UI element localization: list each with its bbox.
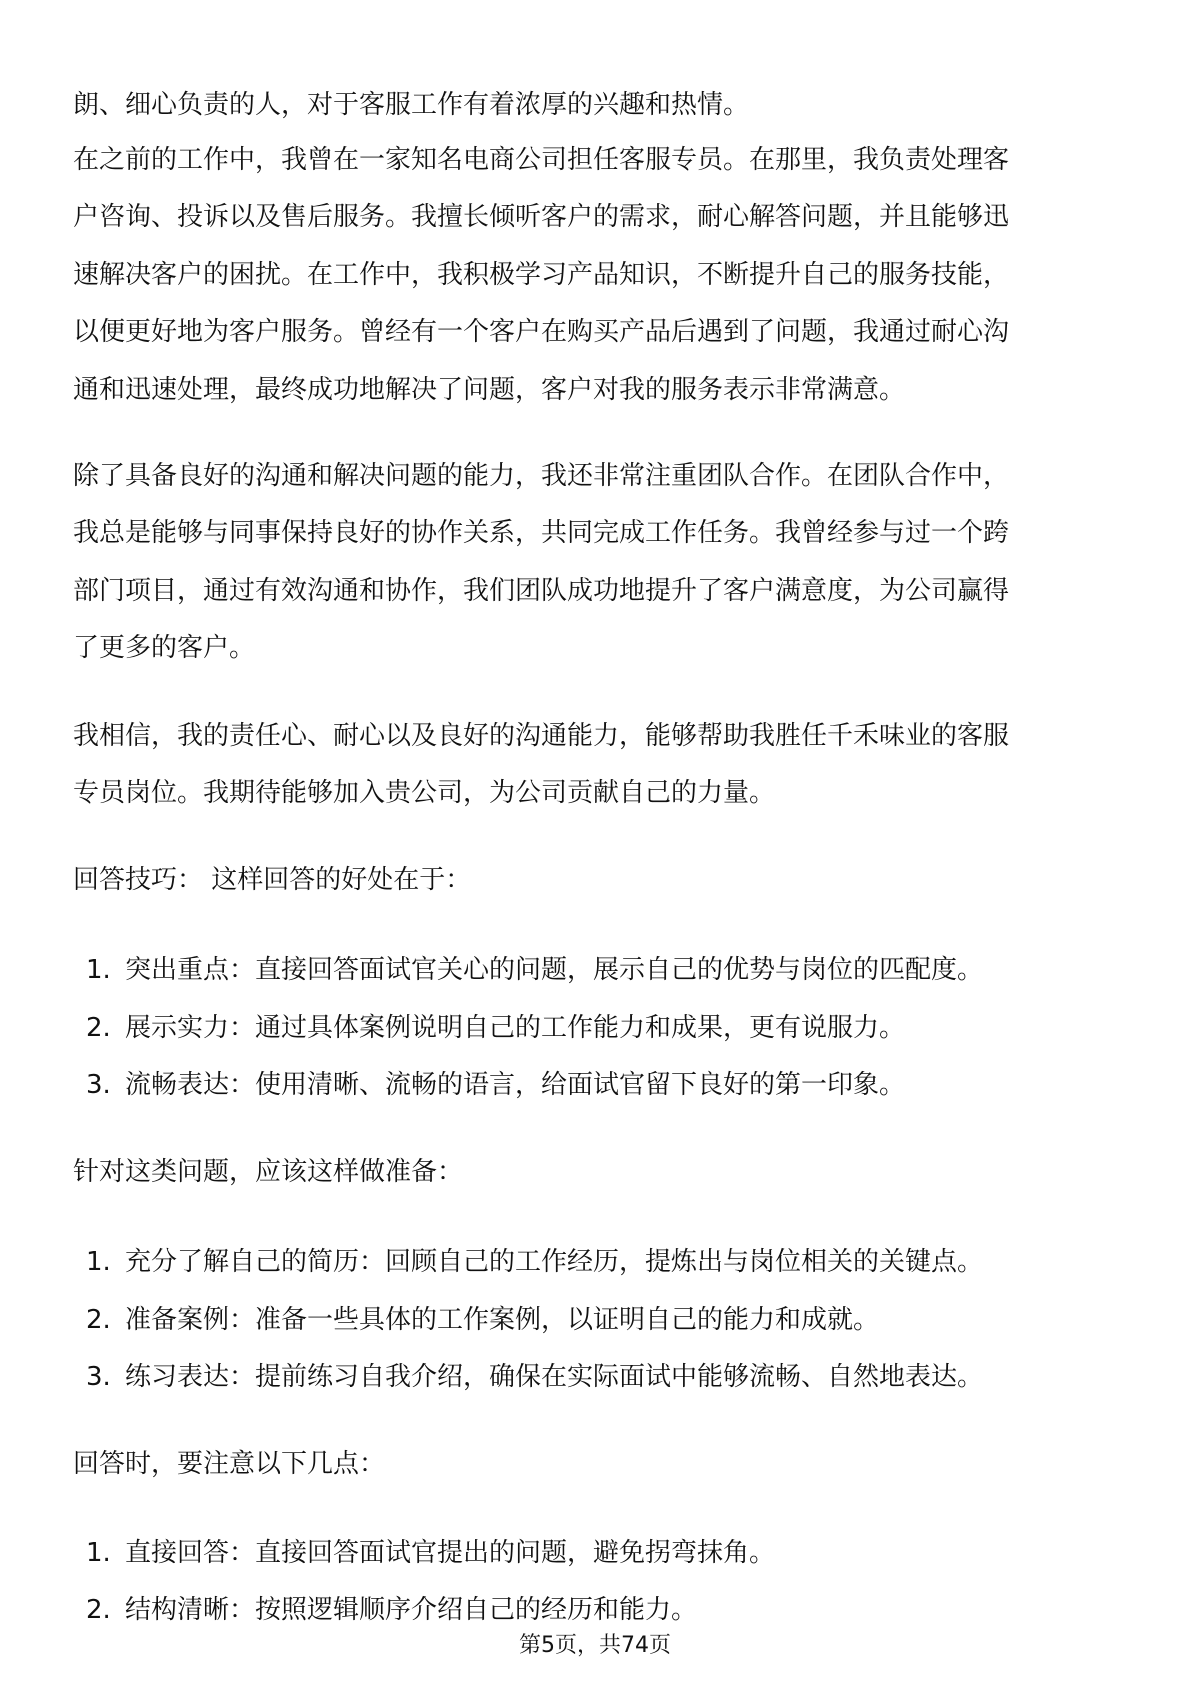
paragraph-line: 户咨询、投诉以及售后服务。我擅长倾听客户的需求，耐心解答问题，并且能够迅 xyxy=(73,202,1010,232)
paragraph-line: 朗、细心负责的人，对于客服工作有着浓厚的兴趣和热情。 xyxy=(73,90,750,120)
page-number: 第5页，共74页 xyxy=(519,1633,671,1658)
list-item: 准备案例：准备一些具体的工作案例，以证明自己的能力和成就。 xyxy=(125,1305,880,1335)
list-number: 2. xyxy=(86,1013,111,1043)
paragraph-line: 了更多的客户。 xyxy=(73,633,256,663)
paragraph-line: 在之前的工作中，我曾在一家知名电商公司担任客服专员。在那里，我负责处理客 xyxy=(73,145,1010,175)
list-item: 突出重点：直接回答面试官关心的问题，展示自己的优势与岗位的匹配度。 xyxy=(125,955,984,985)
list-item: 充分了解自己的简历：回顾自己的工作经历，提炼出与岗位相关的关键点。 xyxy=(125,1247,984,1277)
section-heading: 针对这类问题，应该这样做准备： xyxy=(73,1157,464,1187)
list-number: 1. xyxy=(86,955,111,985)
list-item: 展示实力：通过具体案例说明自己的工作能力和成果，更有说服力。 xyxy=(125,1013,906,1043)
list-number: 2. xyxy=(86,1595,111,1625)
list-number: 3. xyxy=(86,1362,111,1392)
paragraph-line: 以便更好地为客户服务。曾经有一个客户在购买产品后遇到了问题，我通过耐心沟 xyxy=(73,317,1010,347)
list-number: 3. xyxy=(86,1070,111,1100)
list-item: 结构清晰：按照逻辑顺序介绍自己的经历和能力。 xyxy=(125,1595,698,1625)
list-item: 流畅表达：使用清晰、流畅的语言，给面试官留下良好的第一印象。 xyxy=(125,1070,906,1100)
list-item: 练习表达：提前练习自我介绍，确保在实际面试中能够流畅、自然地表达。 xyxy=(125,1362,984,1392)
paragraph-line: 除了具备良好的沟通和解决问题的能力，我还非常注重团队合作。在团队合作中， xyxy=(73,461,1010,491)
section-heading: 回答技巧： 这样回答的好处在于： xyxy=(73,865,472,895)
paragraph-line: 我总是能够与同事保持良好的协作关系，共同完成工作任务。我曾经参与过一个跨 xyxy=(73,518,1010,548)
paragraph-line: 速解决客户的困扰。在工作中，我积极学习产品知识，不断提升自己的服务技能， xyxy=(73,260,1010,290)
paragraph-line: 我相信，我的责任心、耐心以及良好的沟通能力，能够帮助我胜任千禾味业的客服 xyxy=(73,721,1010,751)
paragraph-line: 专员岗位。我期待能够加入贵公司，为公司贡献自己的力量。 xyxy=(73,778,776,808)
list-number: 1. xyxy=(86,1247,111,1277)
paragraph-line: 通和迅速处理，最终成功地解决了问题，客户对我的服务表示非常满意。 xyxy=(73,375,906,405)
list-number: 2. xyxy=(86,1305,111,1335)
section-heading: 回答时，要注意以下几点： xyxy=(73,1449,386,1479)
list-item: 直接回答：直接回答面试官提出的问题，避免拐弯抹角。 xyxy=(125,1538,776,1568)
list-number: 1. xyxy=(86,1538,111,1568)
paragraph-line: 部门项目，通过有效沟通和协作，我们团队成功地提升了客户满意度，为公司赢得 xyxy=(73,576,1010,606)
